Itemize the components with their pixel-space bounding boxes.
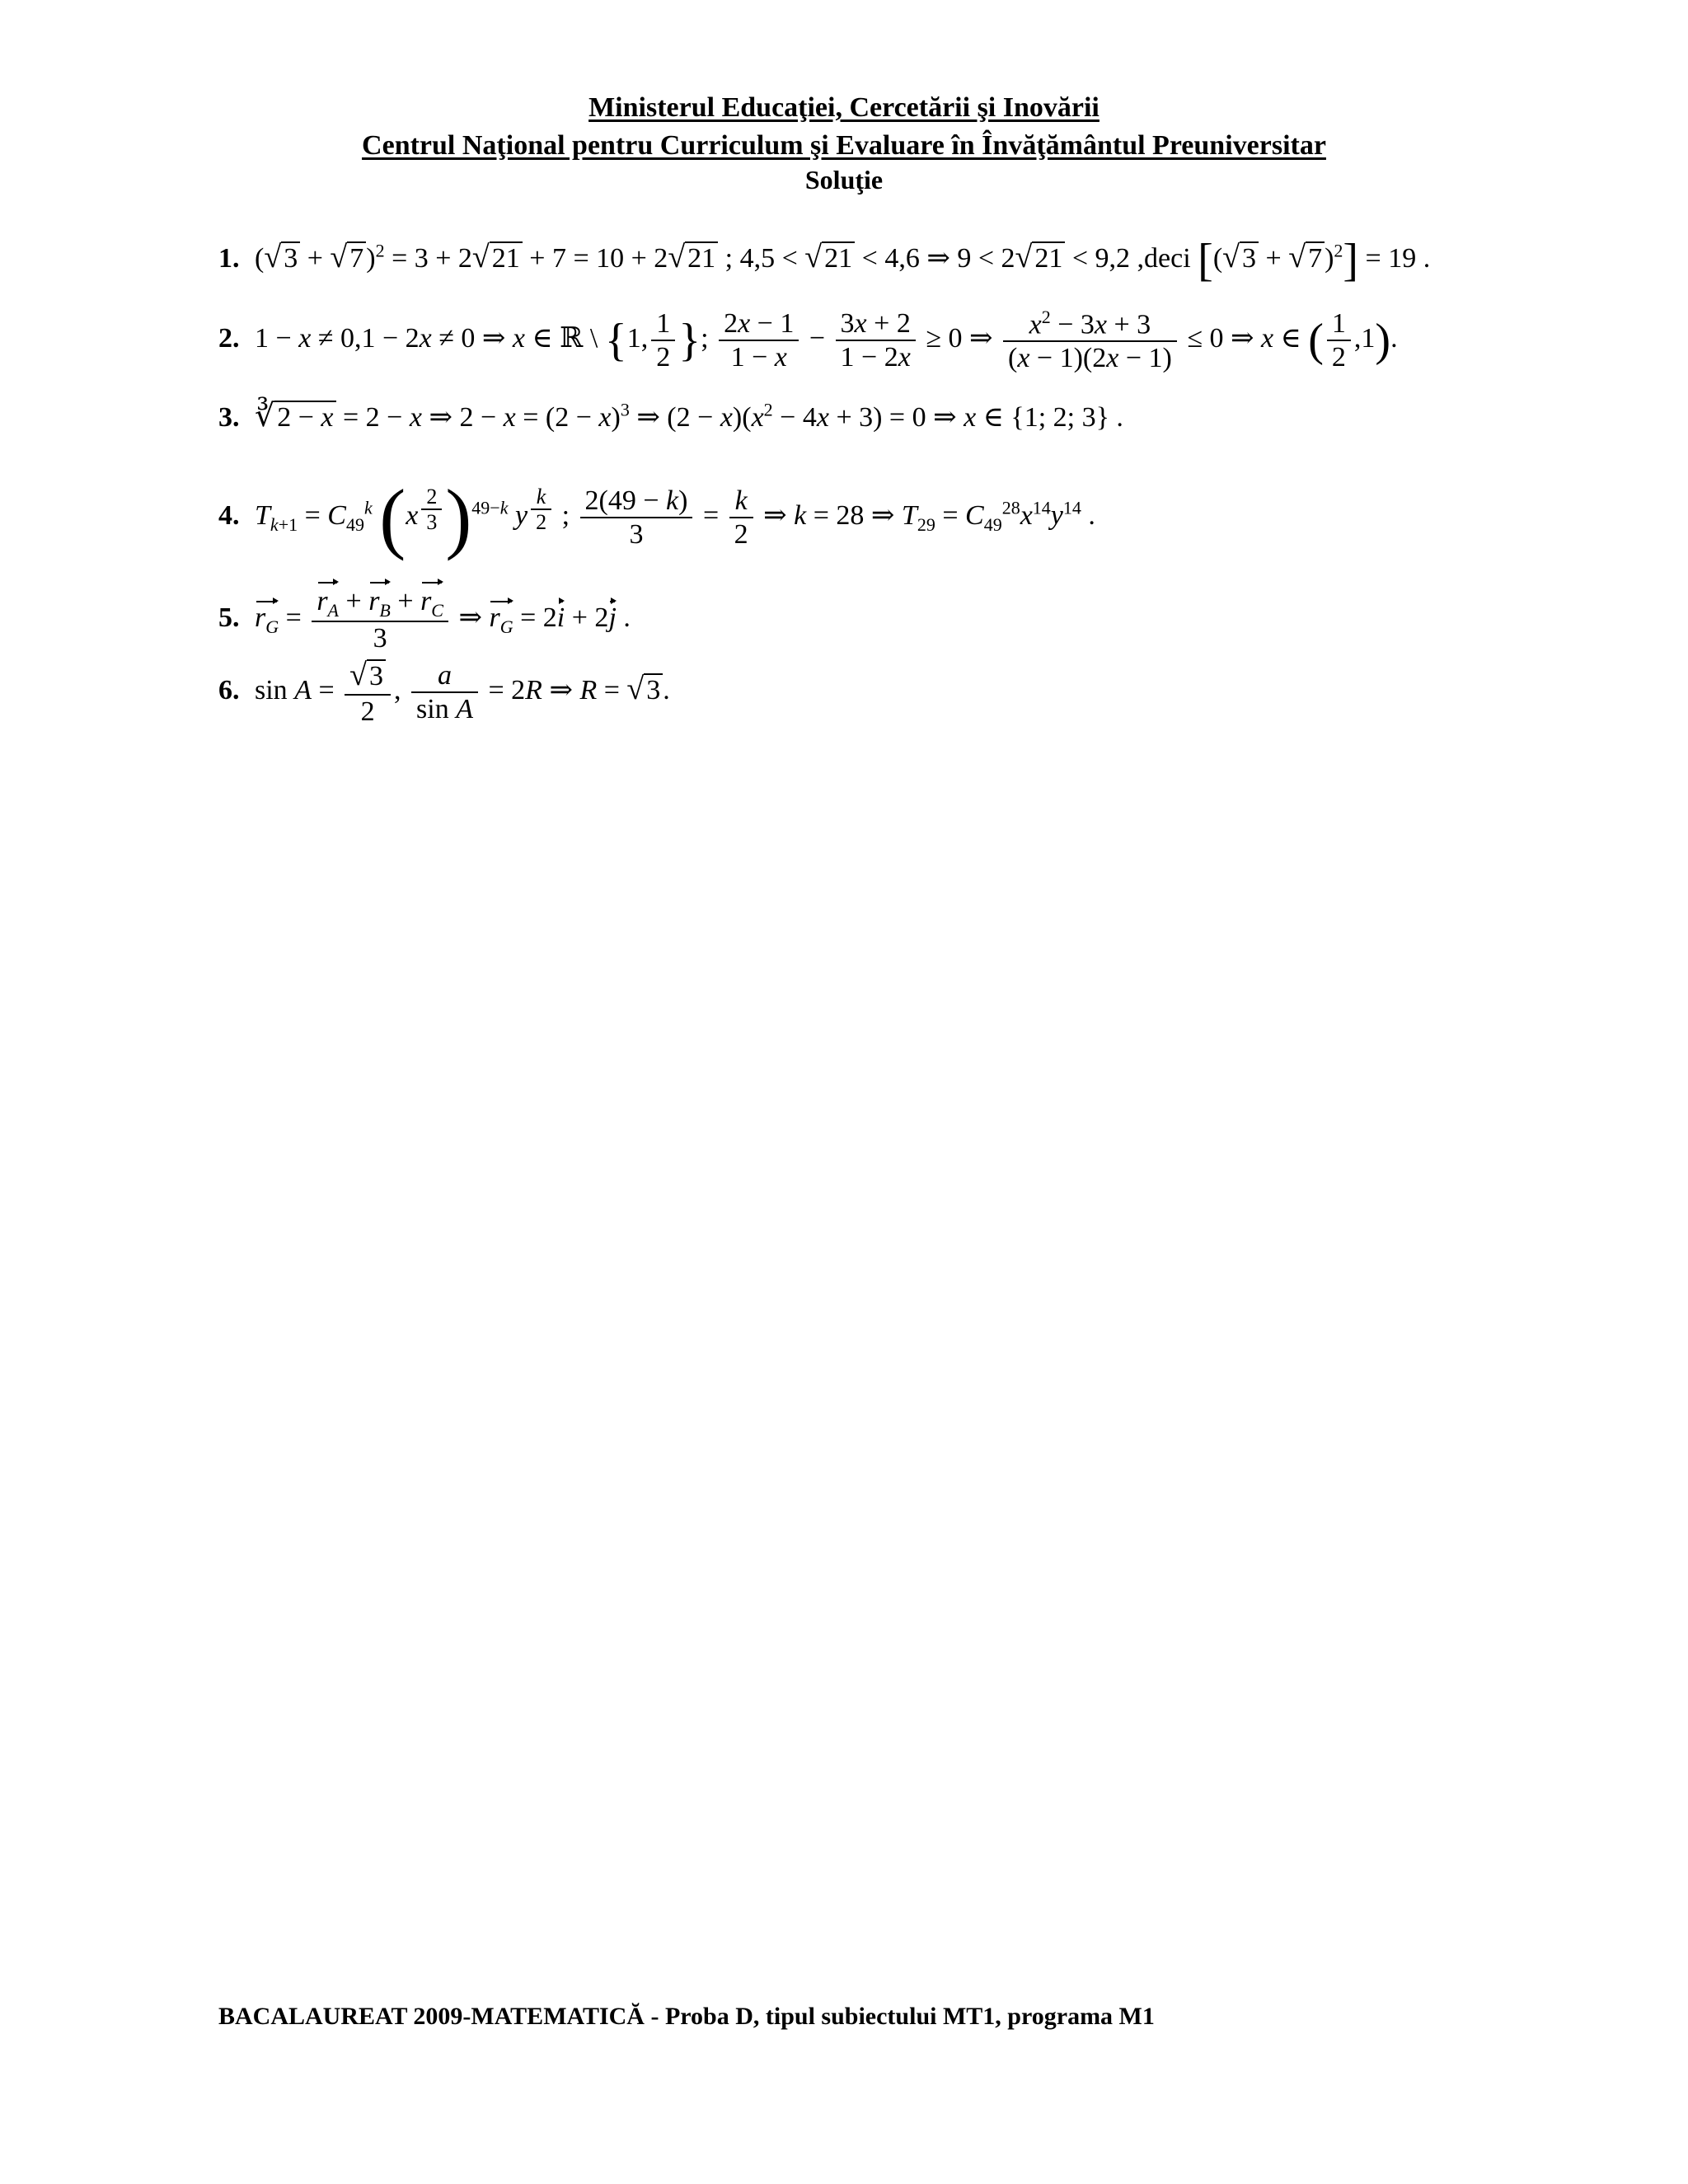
formula-3: ∛2 − x = 2 − x ⇒ $2 - x = (2 - x)^3$ ⇒ $(2 - x)(x^2 - 4x + 3) = 0$ ⇒ x ∈ {1; 2; 3} .: [255, 399, 1123, 434]
formula-6: sin A = $\frac{√3}{2}$ , $\frac{a}{\text{sin A}}$ = 2R ⇒ R = √3.: [255, 658, 670, 727]
solution-5: [218, 585, 631, 654]
solution-title: Soluţie: [804, 165, 884, 194]
solution-1: [218, 237, 1430, 284]
item-number-1: 1.: [218, 242, 240, 274]
center-title: Centrul Naţional pentru Curriculum şi Evaluare în Învăţământul Preuniversitar: [362, 130, 1326, 161]
solution-3: [218, 401, 1123, 433]
solution-2: [218, 307, 1398, 375]
formula-1: $(√3 + √7)^2 = 3 + 2√21 + 7 = 10 + 2√21$ ; 4,5 < √21 < 4,6 ⇒ 9 < 2√21 < 9,2 ,deci $[(√3 + √7)^2] = 19$ .: [255, 235, 1431, 286]
formula-2: 1 − x ≠ 0,1 − 2x ≠ 0 ⇒ x ∈ ℝ \ {1, $\frac{1}{2}$ }; $\frac{2x - 1}{1 - x}$ − $\frac{3x + 2}{1 - 2x}$ ≥ 0 ⇒ $\frac{x^2 - 3x + 3}{(x - 1)(2x - 1)}$ ≤ 0 ⇒ x ∈ ( $\frac{1}{2}$ ,1).: [255, 307, 1398, 374]
item-number-6: 6.: [218, 675, 240, 706]
formula-4: $T_{k+1} = C_{49}^k$ (x $^{\frac{2}{3}}$ )$^{49-k}$ y $^{\frac{k}{2}}$ ; $\frac{2(49 - k)}{3}$ = $\frac{k}{2}$ ⇒ k = 28 ⇒ $T_{29} = C_{49}^{28}x^{14}y^{14}$ .: [255, 473, 1095, 561]
solution-6: [218, 658, 670, 728]
item-number-4: 4.: [218, 499, 240, 531]
ministry-title: Ministerul Educaţiei, Cercetării şi Inovării: [588, 92, 1100, 123]
item-number-5: 5.: [218, 602, 240, 633]
solution-4: [218, 473, 1095, 561]
item-number-2: 2.: [218, 323, 240, 354]
formula-5: $r_G$ = $\frac{r_A + r_B + r_C}{3}$ ⇒ $r_G = 2i + 2j$ .: [255, 586, 631, 654]
footer-exam-info: BACALAUREAT 2009-MATEMATICĂ - Proba D, tipul subiectului MT1, programa M1: [218, 2003, 1155, 2030]
item-number-3: 3.: [218, 402, 240, 433]
